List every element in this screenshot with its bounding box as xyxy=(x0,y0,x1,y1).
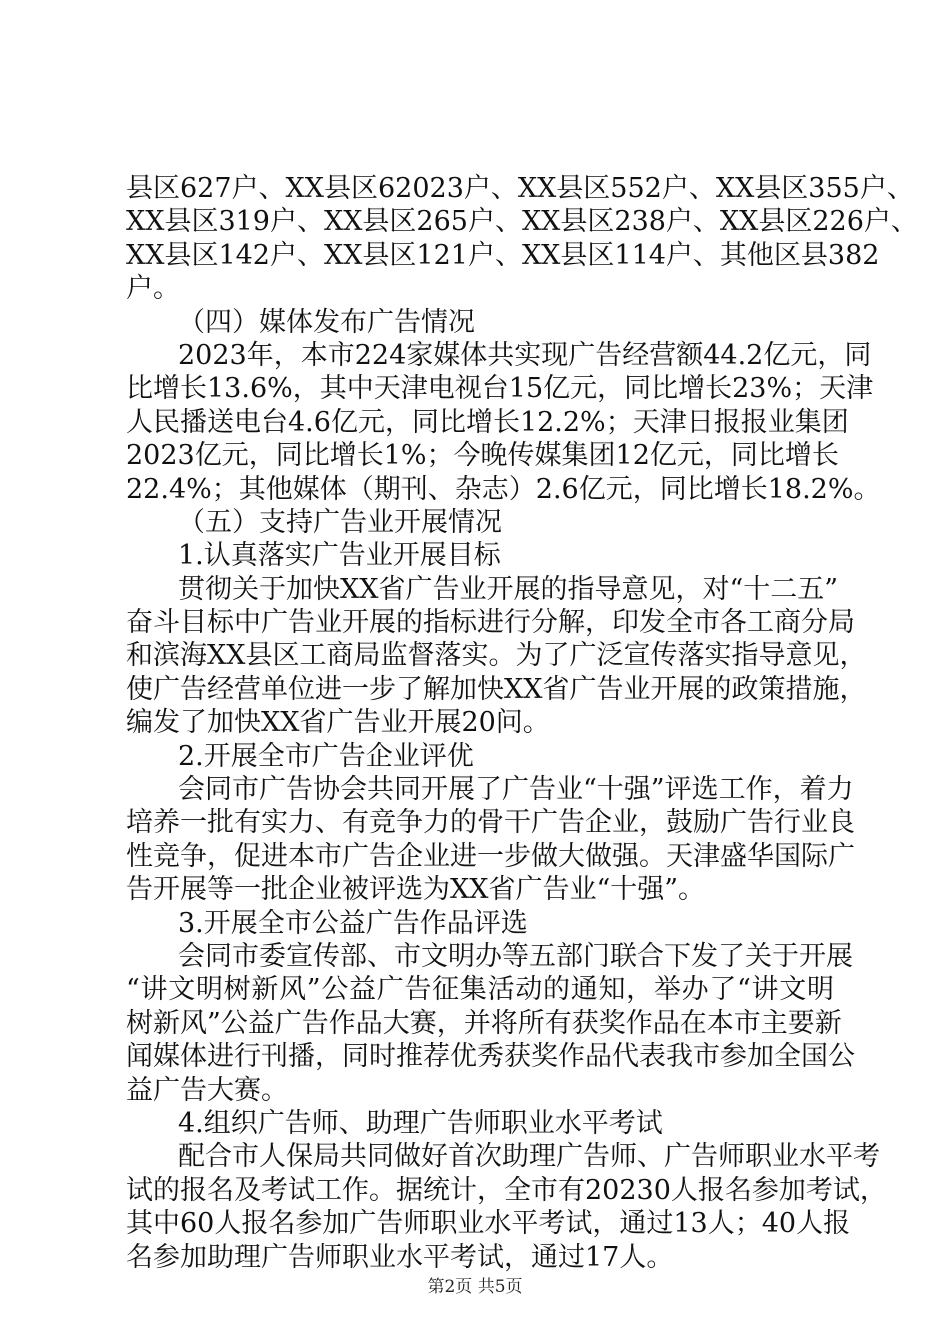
body-text-line: 编发了加快XX省广告业开展20问。 xyxy=(126,707,550,739)
body-text-line: 性竞争，促进本市广告企业进一步做大做强。天津盛华国际广 xyxy=(126,840,855,872)
body-text-line: 比增长13.6%，其中天津电视台15亿元，同比增长23%；天津 xyxy=(126,373,874,405)
section-heading: （四）媒体发布广告情况 xyxy=(178,306,475,338)
body-text-line: 2023年，本市224家媒体共实现广告经营额44.2亿元，同 xyxy=(178,339,872,371)
body-text-line: 县区627户、XX县区62023户、XX县区552户、XX县区355户、 xyxy=(126,173,914,204)
body-text-line: 其中60人报名参加广告师职业水平考试，通过13人；40人报 xyxy=(126,1208,851,1240)
body-text-line: 配合市人保局共同做好首次助理广告师、广告师职业水平考 xyxy=(178,1141,880,1173)
body-text-line: 使广告经营单位进一步了解加快XX省广告业开展的政策措施， xyxy=(126,673,867,705)
document-body xyxy=(126,172,918,1274)
body-text-line: 奋斗目标中广告业开展的指标进行分解，印发全市各工商分局 xyxy=(126,607,855,639)
section-heading: 1.认真落实广告业开展目标 xyxy=(178,540,501,572)
section-heading: （五）支持广告业开展情况 xyxy=(178,506,502,538)
body-text-line: XX县区319户、XX县区265户、XX县区238户、XX县区226户、 xyxy=(126,206,918,238)
page-footer: 第2页 共5页 xyxy=(427,1277,523,1297)
body-text-line: 2023亿元，同比增长1%；今晚传媒集团12亿元，同比增长 xyxy=(126,440,839,472)
body-text-line: XX县区142户、XX县区121户、XX县区114户、其他区县382 xyxy=(126,239,880,271)
section-heading: 4.组织广告师、助理广告师职业水平考试 xyxy=(178,1107,663,1139)
body-text-line: 树新风”公益广告作品大赛，并将所有获奖作品在本市主要新 xyxy=(126,1007,842,1039)
body-text-line: 培养一批有实力、有竞争力的骨干广告企业，鼓励广告行业良 xyxy=(126,807,855,839)
body-text-line: 名参加助理广告师职业水平考试，通过17人。 xyxy=(126,1241,674,1273)
body-text-line: “讲文明树新风”公益广告征集活动的通知，举办了“讲文明 xyxy=(126,974,834,1006)
body-text-line: 告开展等一批企业被评选为XX省广告业“十强”。 xyxy=(126,874,706,906)
body-text-line: 试的报名及考试工作。据统计，全市有20230人报名参加考试， xyxy=(126,1174,887,1206)
body-text-line: 益广告大赛。 xyxy=(126,1074,288,1106)
section-heading: 2.开展全市广告企业评优 xyxy=(178,740,474,772)
body-text-line: 人民播送电台4.6亿元，同比增长12.2%；天津日报报业集团 xyxy=(126,406,849,438)
body-text-line: 和滨海XX县区工商局监督落实。为了广泛宣传落实指导意见， xyxy=(126,640,867,672)
body-text-line: 闻媒体进行刊播，同时推荐优秀获奖作品代表我市参加全国公 xyxy=(126,1041,855,1073)
body-text-line: 22.4%；其他媒体（期刊、杂志）2.6亿元，同比增长18.2%。 xyxy=(126,473,881,505)
body-text-line: 会同市广告协会共同开展了广告业“十强”评选工作，着力 xyxy=(178,774,854,806)
body-text-line: 会同市委宣传部、市文明办等五部门联合下发了关于开展 xyxy=(178,940,853,972)
section-heading: 3.开展全市公益广告作品评选 xyxy=(178,907,528,939)
body-text-line: 贯彻关于加快XX省广告业开展的指导意见，对“十二五” xyxy=(178,573,839,605)
body-text-line: 户。 xyxy=(126,273,180,305)
